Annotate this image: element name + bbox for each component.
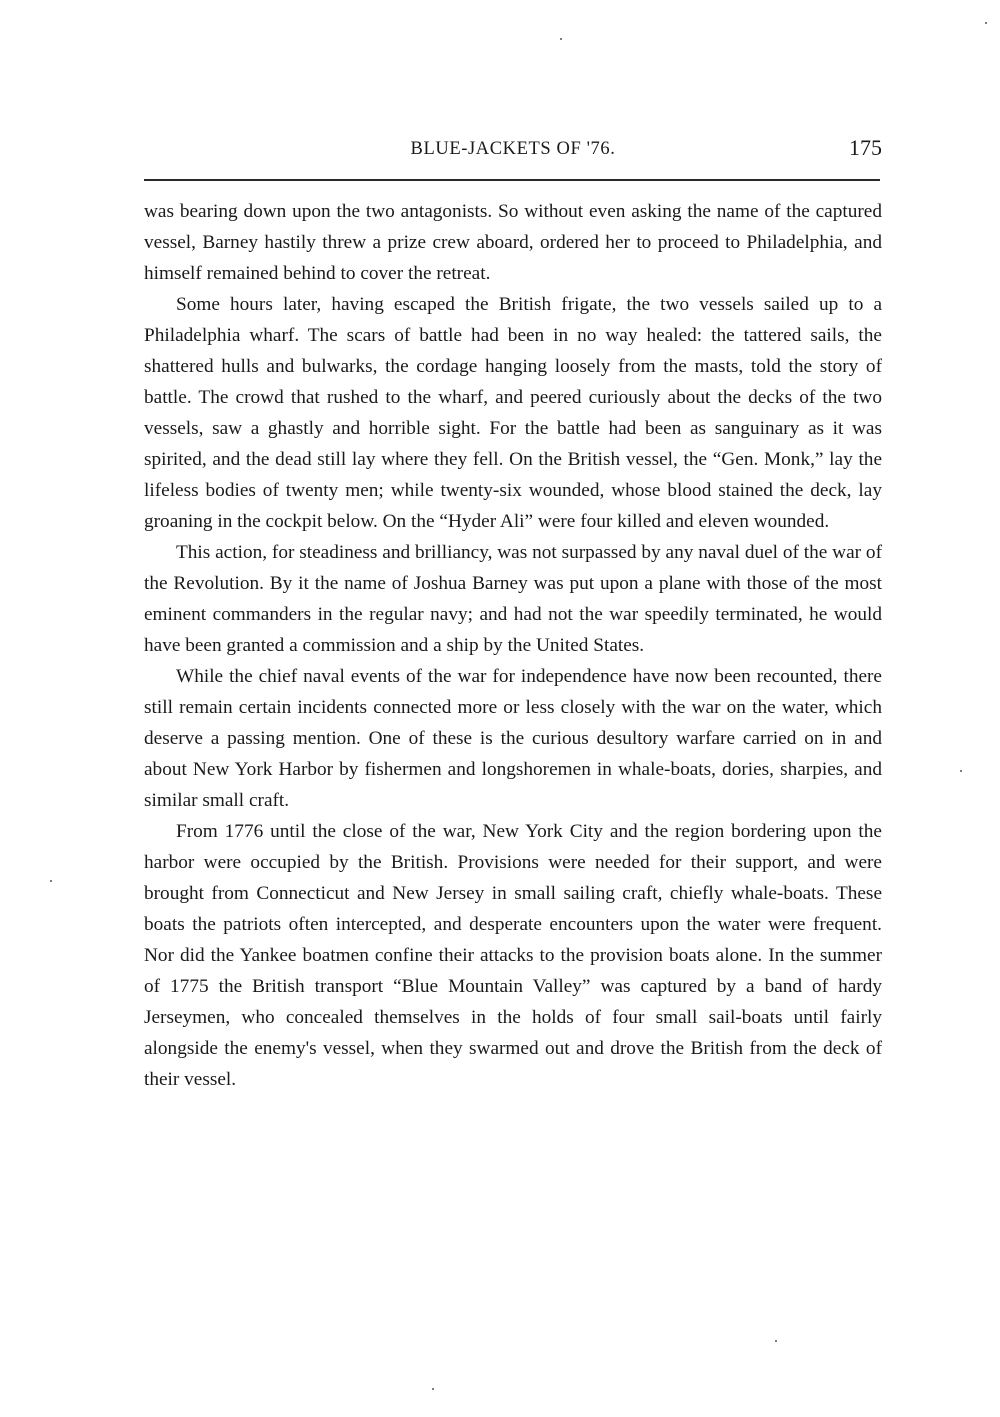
scan-speck: [960, 770, 962, 772]
paragraph-escape-to-philadelphia: Some hours later, having escaped the British frigate, the two vessels sailed up to a Philadelphia wharf. The scars of battle had been in no way healed: the tattered sails, the shattered hulls and bulwarks, the cordage hanging loosely from the masts, told the story of battle. The crowd that rushed to the wharf, and peered curiously about the decks of the two vessels, saw a ghastly and horrible sight. For the battle had been as sanguinary as it was spirited, and the dead still lay where they fell. On the British vessel, the “Gen. Monk,” lay the lifeless bodies of twenty men; while twenty-six wounded, whose blood stained the deck, lay groaning in the cockpit below. On the “Hyder Ali” were four killed and eleven wounded.: [144, 294, 882, 532]
paragraph-desultory-warfare: While the chief naval events of the war for independence have now been recounted, there still remain certain incidents connected more or less closely with the war on the water, which deserve a passing mention. One of these is the curious desultory warfare carried on in and about New York Harbor by fishermen and longshoremen in whale-boats, dories, sharpies, and similar small craft.: [144, 666, 882, 811]
header-rule: [144, 179, 880, 181]
scan-speck: [50, 880, 52, 882]
body-text: [144, 196, 882, 1095]
scan-speck: [985, 22, 987, 24]
running-title: BLUE-JACKETS OF '76.: [410, 139, 616, 159]
running-head: [144, 135, 882, 165]
page-number: 175: [849, 135, 882, 160]
scan-speck: [775, 1340, 777, 1342]
scan-speck: [432, 1388, 434, 1390]
paragraph-whale-boat-encounters: From 1776 until the close of the war, New York City and the region bordering upon the harbor were occupied by the British. Provisions were needed for their support, and were brought from Connecticut and New Jersey in small sailing craft, chiefly whale-boats. These boats the patriots often intercepted, and desperate encounters upon the water were frequent. Nor did the Yankee boatmen confine their attacks to the provision boats alone. In the summer of 1775 the British transport “Blue Mountain Valley” was captured by a band of hardy Jerseymen, who concealed themselves in the holds of four small sail-boats until fairly alongside the enemy's vessel, when they swarmed out and drove the British from the deck of their vessel.: [144, 821, 882, 1090]
paragraph-continuation: was bearing down upon the two antagonists. So without even asking the name of the captured vessel, Barney hastily threw a prize crew aboard, ordered her to proceed to Philadelphia, and himself remained behind to cover the retreat.: [144, 201, 882, 284]
scan-speck: [560, 38, 562, 40]
paragraph-action-assessment: This action, for steadiness and brilliancy, was not surpassed by any naval duel of the war of the Revolution. By it the name of Joshua Barney was put upon a plane with those of the most eminent commanders in the regular navy; and had not the war speedily terminated, he would have been granted a commission and a ship by the United States.: [144, 542, 882, 656]
